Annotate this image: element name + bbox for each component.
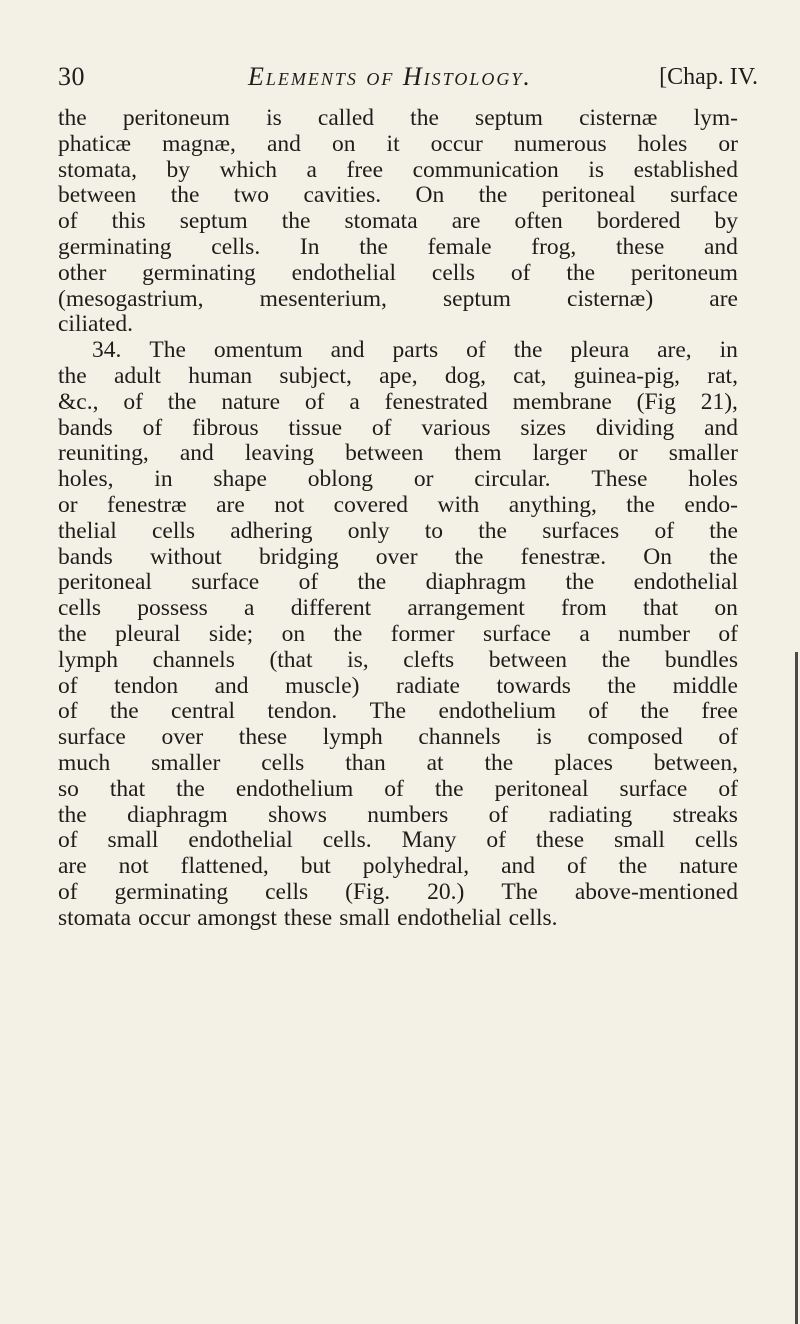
word: without [150,543,222,570]
word: the [566,259,596,286]
word: it [386,130,400,157]
word: and [704,233,738,260]
word: of [371,414,392,441]
word: the [58,801,87,828]
word: omentum [213,337,303,364]
word: that [642,595,679,622]
word: anything, [508,491,597,518]
word: in [719,337,738,364]
word: holes [688,466,738,493]
word: a [579,620,590,647]
word: the [170,182,200,209]
word: tissue [288,414,343,441]
word: or [718,130,738,157]
word: fenestrated [384,388,488,415]
body-text [58,106,738,932]
word: former [390,620,455,647]
word: by [166,156,191,183]
word: by [714,208,738,235]
word: circular. [474,466,551,493]
text-line [58,803,738,829]
word: not [274,491,305,518]
text-line [58,699,738,725]
word: the [607,672,637,699]
word: bridging [258,543,339,570]
text-line [58,751,738,777]
text-line [58,209,738,235]
text-line [58,416,738,442]
word: of [298,569,319,596]
word: on [714,595,738,622]
word: streaks [672,801,738,828]
word: endothelium [438,698,556,725]
text-line [58,106,738,132]
word: numbers [367,801,449,828]
word: rat, [707,362,738,389]
text-line [58,725,738,751]
word: is, [347,646,369,673]
word: on [331,130,356,157]
word: is [536,724,552,751]
word: numerous [513,130,607,157]
word: cells [151,517,196,544]
word: pleural [115,620,181,647]
word: the [434,775,464,802]
word: the [618,853,648,880]
word: endothelial [633,569,738,596]
word: of [486,827,506,854]
word: are [216,491,245,518]
text-line [58,390,738,416]
word: sizes [520,414,567,441]
word: often [514,208,563,235]
word: the [640,698,670,725]
word: cavities. [303,182,382,209]
text-line [58,467,738,493]
word: are, [657,337,692,364]
word: over [375,543,418,570]
word: tendon [114,672,179,699]
word: The [369,698,407,725]
text-line [58,312,738,338]
word: side; [208,620,254,647]
word: peritoneal [58,569,152,596]
word: the [626,491,655,518]
word: of [488,801,509,828]
chapter-label: [Chap. IV. [659,64,758,90]
word: the [484,749,514,776]
word: reuniting, [58,440,149,467]
word: cells [261,749,305,776]
word: number [618,620,690,647]
word: the [410,105,439,131]
word: ciliated. [58,311,134,338]
word: occur [430,130,483,157]
text-line [58,132,738,158]
word: holes [637,130,688,157]
word: germinating [114,878,229,905]
text-line [58,519,738,545]
text-line [58,441,738,467]
word: which [219,156,277,183]
text-line [58,570,738,596]
word: places [554,749,613,776]
word: These [591,466,648,493]
page-number: 30 [58,62,85,91]
word: ape, [379,362,418,389]
page-header [58,62,758,98]
word: that [109,775,146,802]
word: between, [653,749,738,776]
word: surface [670,182,738,209]
word: the [58,362,87,389]
word: of [142,414,163,441]
word: composed [587,724,683,751]
word: or [413,466,434,493]
word: of [654,517,675,544]
word: of [123,388,143,415]
word: of [718,620,738,647]
word: the [333,620,363,647]
word: these [283,904,333,931]
word: subject, [279,362,352,389]
word: covered [333,491,409,518]
word: surface [58,724,126,751]
word: the [478,517,507,544]
running-title: Elements of Histology. [248,62,532,91]
word: diaphragm [127,801,228,828]
word: the [176,775,205,802]
word: The [149,337,186,364]
word: the [513,337,543,364]
word: The [501,878,538,905]
word: pleura [570,337,630,364]
word: much [58,749,111,776]
word: only [347,517,390,544]
word: adhering [230,517,313,544]
word: cat, [513,362,547,389]
word: endothelial [397,904,502,931]
word: of [718,724,738,751]
word: dividing [595,414,675,441]
word: fenestræ. [520,543,607,570]
word: endo- [684,491,738,518]
word: these [616,233,665,260]
word: of [718,775,738,802]
word: the [357,569,387,596]
word: endothelial [188,827,293,854]
word: septum [475,105,543,131]
word: polyhedral, [362,853,470,880]
word: the [478,182,508,209]
word: the [565,569,595,596]
word: cells [431,259,475,286]
word: the [454,543,484,570]
word: or [58,491,78,518]
word: lym- [693,105,738,131]
word: cisternæ [579,105,658,131]
word: septum [443,285,511,312]
word: arrangement [407,595,525,622]
word: tendon. [267,698,338,725]
word: the [109,698,139,725]
word: established [633,156,738,183]
word: from [561,595,607,622]
word: cells [694,827,738,854]
word: endothelium [235,775,354,802]
word: of [304,388,325,415]
word: 20.) [427,878,465,905]
word: of [466,337,486,364]
word: free [701,698,738,725]
word: On [415,182,445,209]
word: this [111,208,146,235]
word: are [58,853,87,880]
word: smaller [668,440,738,467]
word: these [238,724,288,751]
word: than [345,749,386,776]
word: female [427,233,492,260]
word: bundles [664,646,738,673]
word: not [118,853,149,880]
word: peritoneum [122,105,230,131]
word: stomata [58,904,132,931]
word: lymph [322,724,383,751]
word: the [281,208,311,235]
word: called [317,105,375,131]
word: small [107,827,159,854]
word: them [454,440,502,467]
word: cells. [322,827,372,854]
word: cells. [508,904,558,931]
word: shows [268,801,327,828]
word: communication [412,156,559,183]
word: radiating [548,801,633,828]
word: small [339,904,391,931]
word: of [510,259,531,286]
text-line [58,261,738,287]
word: are [709,285,738,312]
word: and [179,440,214,467]
word: larger [532,440,587,467]
word: the [58,105,87,131]
word: different [290,595,372,622]
word: 34. [92,337,122,364]
word: and [214,672,249,699]
word: a [306,156,317,183]
word: of [588,698,608,725]
word: between [488,646,567,673]
word: radiate [396,672,460,699]
word: On [643,543,673,570]
word: mesenterium, [259,285,387,312]
word: with [437,491,480,518]
word: smaller [151,749,221,776]
word: a [244,595,255,622]
word: to [424,517,444,544]
text-line [58,777,738,803]
word: of [384,775,404,802]
word: (Fig. [345,878,391,905]
word: is [266,105,282,131]
word: endothelial [291,259,397,286]
word: peritoneum [630,259,738,286]
word: the [58,620,87,647]
word: two [233,182,270,209]
word: towards [496,672,571,699]
word: between [345,440,424,467]
word: diaphragm [425,569,527,596]
word: flattened, [180,853,269,880]
word: nature [221,388,281,415]
word: dog, [444,362,486,389]
word: of [58,827,78,854]
word: middle [672,672,738,699]
word: peritoneal [541,182,636,209]
word: clefts [403,646,455,673]
word: frog, [531,233,577,260]
word: over [161,724,204,751]
word: septum [179,208,248,235]
word: the [709,517,738,544]
word: channels [418,724,501,751]
word: thelial [58,517,117,544]
word: of [58,208,78,235]
word: amongst [197,904,277,931]
text-line [58,493,738,519]
text-line [58,183,738,209]
text-line [58,596,738,622]
word: above-mentioned [574,878,738,905]
word: other [58,259,107,286]
word: between [58,182,137,209]
text-line [58,364,738,390]
word: the [709,543,738,570]
text-line [58,854,738,880]
word: these [535,827,585,854]
word: membrane [512,388,612,415]
word: In [299,233,320,260]
word: Many [401,827,457,854]
word: of [58,878,78,905]
word: a [349,388,360,415]
word: and [501,853,535,880]
word: bands [58,543,113,570]
word: surface [619,775,688,802]
word: the [167,388,197,415]
word: free [346,156,384,183]
word: nature [679,853,738,880]
word: (Fig [636,388,676,415]
word: cells [265,878,309,905]
word: the [359,233,388,260]
text-line [58,287,738,313]
word: fenestræ [107,491,187,518]
word: of [58,672,78,699]
word: of [58,698,78,725]
word: muscle) [285,672,360,699]
word: on [281,620,306,647]
word: &c., [58,388,99,415]
word: peritoneal [494,775,589,802]
text-line [58,880,738,906]
word: phaticæ [58,130,132,157]
scan-edge-rule [795,652,798,1324]
word: are [451,208,481,235]
word: and [704,414,738,441]
word: stomata [344,208,418,235]
word: or [618,440,638,467]
word: oblong [307,466,373,493]
word: cisternæ) [567,285,654,312]
word: germinating [58,233,172,260]
word: so [58,775,79,802]
text-line [58,158,738,184]
word: channels [152,646,235,673]
word: surface [191,569,260,596]
word: and [266,130,301,157]
word: germinating [142,259,256,286]
word: bordered [596,208,681,235]
text-line [58,622,738,648]
word: the [601,646,631,673]
text-line [58,828,738,854]
word: cells [58,595,102,622]
word: central [171,698,235,725]
word: (mesogastrium, [58,285,204,312]
word: guinea-pig, [573,362,681,389]
word: holes, [58,466,114,493]
word: but [300,853,331,880]
word: (that [269,646,313,673]
text-line [58,235,738,261]
text-line [58,338,738,364]
word: of [566,853,587,880]
word: at [426,749,444,776]
text-line [58,906,738,932]
word: fibrous [192,414,259,441]
word: stomata, [58,156,137,183]
word: small [614,827,665,854]
word: possess [137,595,208,622]
word: surfaces [542,517,620,544]
word: bands [58,414,113,441]
word: cells. [211,233,261,260]
word: adult [113,362,161,389]
word: 21), [700,388,738,415]
word: surface [483,620,551,647]
word: human [188,362,253,389]
word: various [421,414,491,441]
word: occur [138,904,191,931]
word: is [588,156,605,183]
word: magnæ, [162,130,236,157]
text-line [58,545,738,571]
word: shape [213,466,267,493]
word: in [154,466,173,493]
word: and [330,337,365,364]
word: lymph [58,646,119,673]
text-line [58,648,738,674]
word: parts [392,337,439,364]
word: leaving [244,440,315,467]
text-line [58,674,738,700]
